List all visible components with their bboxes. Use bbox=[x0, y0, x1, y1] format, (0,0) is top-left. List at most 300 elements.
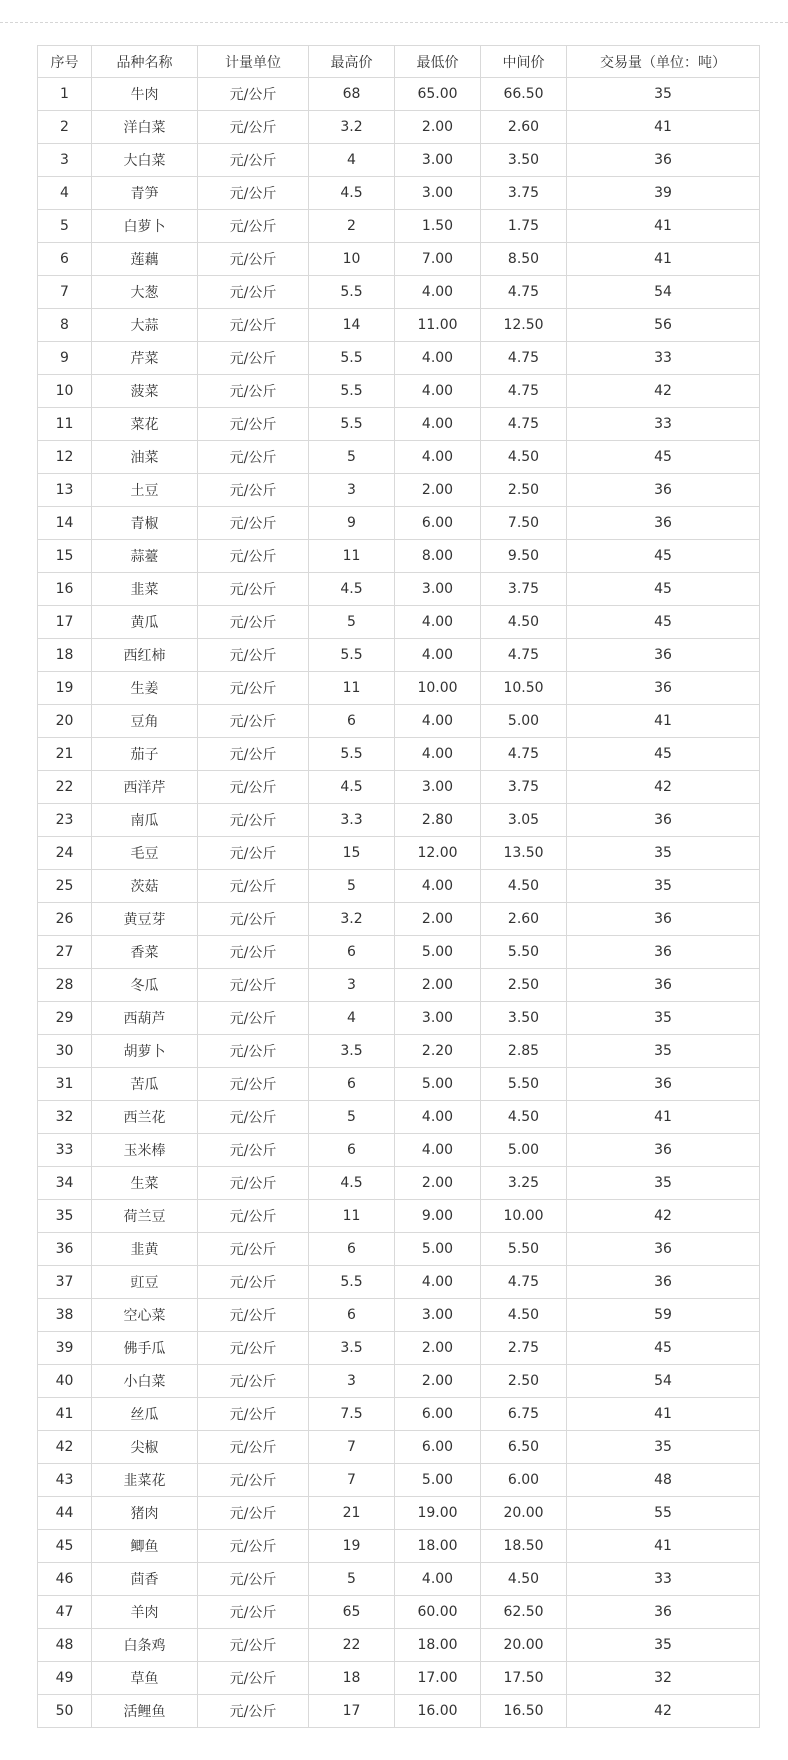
cell-index: 14 bbox=[38, 507, 92, 540]
cell-variety-name: 油菜 bbox=[92, 441, 198, 474]
cell-min-price: 2.00 bbox=[395, 1332, 481, 1365]
cell-index: 29 bbox=[38, 1002, 92, 1035]
cell-index: 18 bbox=[38, 639, 92, 672]
cell-mid-price: 4.50 bbox=[481, 441, 567, 474]
cell-unit: 元/公斤 bbox=[198, 804, 309, 837]
cell-min-price: 9.00 bbox=[395, 1200, 481, 1233]
cell-min-price: 3.00 bbox=[395, 1299, 481, 1332]
cell-unit: 元/公斤 bbox=[198, 936, 309, 969]
cell-variety-name: 西洋芹 bbox=[92, 771, 198, 804]
cell-min-price: 18.00 bbox=[395, 1629, 481, 1662]
table-row bbox=[38, 1101, 760, 1134]
cell-volume: 41 bbox=[567, 1101, 760, 1134]
cell-variety-name: 茄子 bbox=[92, 738, 198, 771]
cell-index: 25 bbox=[38, 870, 92, 903]
cell-min-price: 4.00 bbox=[395, 276, 481, 309]
cell-variety-name: 西兰花 bbox=[92, 1101, 198, 1134]
cell-index: 34 bbox=[38, 1167, 92, 1200]
cell-mid-price: 66.50 bbox=[481, 78, 567, 111]
cell-max-price: 3.5 bbox=[309, 1332, 395, 1365]
cell-max-price: 3 bbox=[309, 1365, 395, 1398]
cell-mid-price: 4.50 bbox=[481, 870, 567, 903]
cell-max-price: 4 bbox=[309, 1002, 395, 1035]
cell-index: 9 bbox=[38, 342, 92, 375]
cell-variety-name: 香菜 bbox=[92, 936, 198, 969]
table-row bbox=[38, 177, 760, 210]
cell-mid-price: 2.85 bbox=[481, 1035, 567, 1068]
cell-mid-price: 10.50 bbox=[481, 672, 567, 705]
cell-variety-name: 大蒜 bbox=[92, 309, 198, 342]
cell-variety-name: 白萝卜 bbox=[92, 210, 198, 243]
header-variety-name: 品种名称 bbox=[92, 46, 198, 78]
cell-volume: 36 bbox=[567, 969, 760, 1002]
cell-volume: 35 bbox=[567, 1035, 760, 1068]
table-row bbox=[38, 771, 760, 804]
cell-unit: 元/公斤 bbox=[198, 738, 309, 771]
cell-max-price: 4.5 bbox=[309, 177, 395, 210]
cell-unit: 元/公斤 bbox=[198, 441, 309, 474]
cell-index: 50 bbox=[38, 1695, 92, 1728]
cell-variety-name: 黄豆芽 bbox=[92, 903, 198, 936]
cell-index: 20 bbox=[38, 705, 92, 738]
cell-volume: 36 bbox=[567, 1266, 760, 1299]
table-row bbox=[38, 1200, 760, 1233]
cell-min-price: 12.00 bbox=[395, 837, 481, 870]
cell-min-price: 5.00 bbox=[395, 1233, 481, 1266]
cell-index: 39 bbox=[38, 1332, 92, 1365]
cell-unit: 元/公斤 bbox=[198, 342, 309, 375]
cell-min-price: 4.00 bbox=[395, 441, 481, 474]
cell-mid-price: 13.50 bbox=[481, 837, 567, 870]
cell-index: 7 bbox=[38, 276, 92, 309]
cell-index: 37 bbox=[38, 1266, 92, 1299]
cell-volume: 55 bbox=[567, 1497, 760, 1530]
cell-min-price: 2.20 bbox=[395, 1035, 481, 1068]
cell-index: 10 bbox=[38, 375, 92, 408]
cell-volume: 45 bbox=[567, 540, 760, 573]
cell-variety-name: 菠菜 bbox=[92, 375, 198, 408]
cell-min-price: 4.00 bbox=[395, 705, 481, 738]
table-row bbox=[38, 639, 760, 672]
table-row bbox=[38, 1332, 760, 1365]
cell-mid-price: 5.50 bbox=[481, 1068, 567, 1101]
cell-variety-name: 小白菜 bbox=[92, 1365, 198, 1398]
cell-variety-name: 羊肉 bbox=[92, 1596, 198, 1629]
cell-volume: 59 bbox=[567, 1299, 760, 1332]
cell-min-price: 6.00 bbox=[395, 1398, 481, 1431]
cell-min-price: 4.00 bbox=[395, 870, 481, 903]
cell-mid-price: 3.25 bbox=[481, 1167, 567, 1200]
cell-index: 19 bbox=[38, 672, 92, 705]
cell-max-price: 5 bbox=[309, 441, 395, 474]
header-min-price: 最低价 bbox=[395, 46, 481, 78]
cell-volume: 41 bbox=[567, 210, 760, 243]
cell-index: 44 bbox=[38, 1497, 92, 1530]
cell-max-price: 22 bbox=[309, 1629, 395, 1662]
cell-variety-name: 西葫芦 bbox=[92, 1002, 198, 1035]
cell-volume: 36 bbox=[567, 1596, 760, 1629]
cell-index: 15 bbox=[38, 540, 92, 573]
cell-volume: 42 bbox=[567, 1200, 760, 1233]
cell-volume: 54 bbox=[567, 1365, 760, 1398]
cell-unit: 元/公斤 bbox=[198, 1035, 309, 1068]
cell-max-price: 14 bbox=[309, 309, 395, 342]
cell-mid-price: 16.50 bbox=[481, 1695, 567, 1728]
cell-index: 33 bbox=[38, 1134, 92, 1167]
cell-unit: 元/公斤 bbox=[198, 903, 309, 936]
cell-mid-price: 3.75 bbox=[481, 573, 567, 606]
cell-max-price: 3 bbox=[309, 474, 395, 507]
cell-mid-price: 3.50 bbox=[481, 144, 567, 177]
cell-variety-name: 莲藕 bbox=[92, 243, 198, 276]
cell-mid-price: 3.50 bbox=[481, 1002, 567, 1035]
cell-volume: 36 bbox=[567, 1134, 760, 1167]
cell-max-price: 5 bbox=[309, 1101, 395, 1134]
cell-unit: 元/公斤 bbox=[198, 243, 309, 276]
cell-unit: 元/公斤 bbox=[198, 969, 309, 1002]
cell-max-price: 11 bbox=[309, 540, 395, 573]
cell-variety-name: 蒜薹 bbox=[92, 540, 198, 573]
table-row bbox=[38, 705, 760, 738]
cell-unit: 元/公斤 bbox=[198, 1629, 309, 1662]
table-row bbox=[38, 738, 760, 771]
table-row bbox=[38, 1629, 760, 1662]
cell-max-price: 18 bbox=[309, 1662, 395, 1695]
cell-variety-name: 丝瓜 bbox=[92, 1398, 198, 1431]
cell-min-price: 4.00 bbox=[395, 342, 481, 375]
cell-volume: 33 bbox=[567, 408, 760, 441]
cell-max-price: 3 bbox=[309, 969, 395, 1002]
table-row bbox=[38, 1134, 760, 1167]
cell-unit: 元/公斤 bbox=[198, 1332, 309, 1365]
cell-unit: 元/公斤 bbox=[198, 1299, 309, 1332]
cell-volume: 41 bbox=[567, 705, 760, 738]
cell-mid-price: 4.75 bbox=[481, 738, 567, 771]
cell-min-price: 60.00 bbox=[395, 1596, 481, 1629]
cell-mid-price: 4.75 bbox=[481, 342, 567, 375]
cell-volume: 45 bbox=[567, 1332, 760, 1365]
cell-volume: 35 bbox=[567, 1167, 760, 1200]
cell-variety-name: 草鱼 bbox=[92, 1662, 198, 1695]
cell-mid-price: 4.75 bbox=[481, 408, 567, 441]
cell-index: 22 bbox=[38, 771, 92, 804]
cell-variety-name: 韭菜 bbox=[92, 573, 198, 606]
cell-unit: 元/公斤 bbox=[198, 1101, 309, 1134]
cell-variety-name: 豇豆 bbox=[92, 1266, 198, 1299]
table-row bbox=[38, 111, 760, 144]
cell-unit: 元/公斤 bbox=[198, 1464, 309, 1497]
cell-unit: 元/公斤 bbox=[198, 210, 309, 243]
cell-index: 1 bbox=[38, 78, 92, 111]
cell-index: 8 bbox=[38, 309, 92, 342]
cell-index: 4 bbox=[38, 177, 92, 210]
cell-mid-price: 2.50 bbox=[481, 969, 567, 1002]
cell-index: 11 bbox=[38, 408, 92, 441]
cell-variety-name: 黄瓜 bbox=[92, 606, 198, 639]
cell-unit: 元/公斤 bbox=[198, 672, 309, 705]
cell-unit: 元/公斤 bbox=[198, 1233, 309, 1266]
cell-unit: 元/公斤 bbox=[198, 111, 309, 144]
cell-volume: 35 bbox=[567, 1629, 760, 1662]
cell-index: 27 bbox=[38, 936, 92, 969]
cell-max-price: 21 bbox=[309, 1497, 395, 1530]
cell-mid-price: 6.50 bbox=[481, 1431, 567, 1464]
cell-max-price: 6 bbox=[309, 1299, 395, 1332]
cell-variety-name: 菜花 bbox=[92, 408, 198, 441]
cell-max-price: 5.5 bbox=[309, 276, 395, 309]
cell-mid-price: 2.75 bbox=[481, 1332, 567, 1365]
cell-max-price: 68 bbox=[309, 78, 395, 111]
cell-unit: 元/公斤 bbox=[198, 705, 309, 738]
cell-unit: 元/公斤 bbox=[198, 1200, 309, 1233]
cell-unit: 元/公斤 bbox=[198, 1497, 309, 1530]
table-row bbox=[38, 507, 760, 540]
table-row bbox=[38, 1662, 760, 1695]
cell-volume: 35 bbox=[567, 837, 760, 870]
cell-index: 30 bbox=[38, 1035, 92, 1068]
cell-max-price: 4.5 bbox=[309, 1167, 395, 1200]
cell-volume: 36 bbox=[567, 144, 760, 177]
table-row bbox=[38, 1530, 760, 1563]
table-row bbox=[38, 1497, 760, 1530]
cell-variety-name: 生菜 bbox=[92, 1167, 198, 1200]
cell-max-price: 5.5 bbox=[309, 342, 395, 375]
cell-variety-name: 西红柿 bbox=[92, 639, 198, 672]
table-row bbox=[38, 936, 760, 969]
cell-variety-name: 生姜 bbox=[92, 672, 198, 705]
cell-min-price: 4.00 bbox=[395, 375, 481, 408]
cell-mid-price: 3.75 bbox=[481, 771, 567, 804]
cell-max-price: 4.5 bbox=[309, 573, 395, 606]
cell-max-price: 15 bbox=[309, 837, 395, 870]
table-row bbox=[38, 375, 760, 408]
cell-min-price: 4.00 bbox=[395, 408, 481, 441]
cell-mid-price: 2.60 bbox=[481, 111, 567, 144]
table-row bbox=[38, 1464, 760, 1497]
cell-volume: 36 bbox=[567, 804, 760, 837]
cell-min-price: 4.00 bbox=[395, 1266, 481, 1299]
cell-mid-price: 3.75 bbox=[481, 177, 567, 210]
table-row bbox=[38, 144, 760, 177]
table-row bbox=[38, 573, 760, 606]
cell-volume: 48 bbox=[567, 1464, 760, 1497]
cell-volume: 33 bbox=[567, 1563, 760, 1596]
cell-max-price: 3.3 bbox=[309, 804, 395, 837]
cell-unit: 元/公斤 bbox=[198, 78, 309, 111]
cell-min-price: 19.00 bbox=[395, 1497, 481, 1530]
table-row bbox=[38, 1365, 760, 1398]
cell-max-price: 9 bbox=[309, 507, 395, 540]
table-row bbox=[38, 804, 760, 837]
cell-min-price: 4.00 bbox=[395, 738, 481, 771]
cell-variety-name: 胡萝卜 bbox=[92, 1035, 198, 1068]
table-row bbox=[38, 1266, 760, 1299]
cell-unit: 元/公斤 bbox=[198, 1002, 309, 1035]
cell-volume: 33 bbox=[567, 342, 760, 375]
table-row bbox=[38, 870, 760, 903]
cell-index: 38 bbox=[38, 1299, 92, 1332]
cell-mid-price: 4.50 bbox=[481, 1563, 567, 1596]
cell-variety-name: 冬瓜 bbox=[92, 969, 198, 1002]
cell-unit: 元/公斤 bbox=[198, 1134, 309, 1167]
cell-min-price: 2.00 bbox=[395, 1365, 481, 1398]
cell-mid-price: 6.75 bbox=[481, 1398, 567, 1431]
cell-variety-name: 牛肉 bbox=[92, 78, 198, 111]
cell-mid-price: 62.50 bbox=[481, 1596, 567, 1629]
table-row bbox=[38, 210, 760, 243]
cell-min-price: 8.00 bbox=[395, 540, 481, 573]
cell-volume: 36 bbox=[567, 507, 760, 540]
cell-volume: 36 bbox=[567, 639, 760, 672]
cell-min-price: 2.00 bbox=[395, 1167, 481, 1200]
cell-max-price: 65 bbox=[309, 1596, 395, 1629]
cell-index: 21 bbox=[38, 738, 92, 771]
cell-index: 31 bbox=[38, 1068, 92, 1101]
cell-index: 23 bbox=[38, 804, 92, 837]
cell-mid-price: 5.00 bbox=[481, 1134, 567, 1167]
cell-max-price: 6 bbox=[309, 1233, 395, 1266]
cell-variety-name: 南瓜 bbox=[92, 804, 198, 837]
cell-max-price: 5 bbox=[309, 1563, 395, 1596]
cell-unit: 元/公斤 bbox=[198, 309, 309, 342]
cell-index: 42 bbox=[38, 1431, 92, 1464]
cell-mid-price: 17.50 bbox=[481, 1662, 567, 1695]
cell-unit: 元/公斤 bbox=[198, 1167, 309, 1200]
table-row bbox=[38, 408, 760, 441]
cell-index: 13 bbox=[38, 474, 92, 507]
cell-unit: 元/公斤 bbox=[198, 144, 309, 177]
table-row bbox=[38, 276, 760, 309]
cell-variety-name: 大白菜 bbox=[92, 144, 198, 177]
cell-min-price: 17.00 bbox=[395, 1662, 481, 1695]
cell-min-price: 6.00 bbox=[395, 1431, 481, 1464]
cell-variety-name: 青椒 bbox=[92, 507, 198, 540]
cell-volume: 42 bbox=[567, 771, 760, 804]
cell-index: 24 bbox=[38, 837, 92, 870]
cell-volume: 54 bbox=[567, 276, 760, 309]
table-row bbox=[38, 474, 760, 507]
cell-variety-name: 荷兰豆 bbox=[92, 1200, 198, 1233]
cell-volume: 45 bbox=[567, 738, 760, 771]
cell-mid-price: 5.50 bbox=[481, 1233, 567, 1266]
cell-min-price: 4.00 bbox=[395, 1134, 481, 1167]
cell-variety-name: 空心菜 bbox=[92, 1299, 198, 1332]
cell-max-price: 3.5 bbox=[309, 1035, 395, 1068]
cell-unit: 元/公斤 bbox=[198, 1530, 309, 1563]
cell-index: 41 bbox=[38, 1398, 92, 1431]
cell-unit: 元/公斤 bbox=[198, 474, 309, 507]
table-row bbox=[38, 1398, 760, 1431]
cell-unit: 元/公斤 bbox=[198, 1068, 309, 1101]
cell-max-price: 7 bbox=[309, 1464, 395, 1497]
cell-volume: 35 bbox=[567, 78, 760, 111]
cell-min-price: 2.80 bbox=[395, 804, 481, 837]
cell-max-price: 5 bbox=[309, 606, 395, 639]
cell-variety-name: 韭菜花 bbox=[92, 1464, 198, 1497]
cell-min-price: 5.00 bbox=[395, 1068, 481, 1101]
cell-volume: 56 bbox=[567, 309, 760, 342]
cell-volume: 45 bbox=[567, 573, 760, 606]
cell-mid-price: 2.50 bbox=[481, 474, 567, 507]
cell-max-price: 10 bbox=[309, 243, 395, 276]
cell-mid-price: 6.00 bbox=[481, 1464, 567, 1497]
cell-index: 6 bbox=[38, 243, 92, 276]
cell-min-price: 2.00 bbox=[395, 969, 481, 1002]
cell-mid-price: 4.75 bbox=[481, 276, 567, 309]
cell-min-price: 4.00 bbox=[395, 639, 481, 672]
cell-variety-name: 猪肉 bbox=[92, 1497, 198, 1530]
header-mid-price: 中间价 bbox=[481, 46, 567, 78]
cell-mid-price: 4.50 bbox=[481, 1101, 567, 1134]
cell-variety-name: 豆角 bbox=[92, 705, 198, 738]
cell-index: 5 bbox=[38, 210, 92, 243]
cell-min-price: 1.50 bbox=[395, 210, 481, 243]
cell-mid-price: 18.50 bbox=[481, 1530, 567, 1563]
cell-max-price: 17 bbox=[309, 1695, 395, 1728]
table-row bbox=[38, 441, 760, 474]
cell-unit: 元/公斤 bbox=[198, 870, 309, 903]
cell-variety-name: 毛豆 bbox=[92, 837, 198, 870]
table-row bbox=[38, 837, 760, 870]
cell-mid-price: 20.00 bbox=[481, 1497, 567, 1530]
cell-variety-name: 青笋 bbox=[92, 177, 198, 210]
table-row bbox=[38, 1035, 760, 1068]
cell-min-price: 3.00 bbox=[395, 144, 481, 177]
cell-index: 28 bbox=[38, 969, 92, 1002]
cell-variety-name: 鲫鱼 bbox=[92, 1530, 198, 1563]
cell-volume: 36 bbox=[567, 936, 760, 969]
cell-variety-name: 大葱 bbox=[92, 276, 198, 309]
cell-unit: 元/公斤 bbox=[198, 1398, 309, 1431]
cell-index: 40 bbox=[38, 1365, 92, 1398]
cell-max-price: 6 bbox=[309, 1068, 395, 1101]
table-row bbox=[38, 672, 760, 705]
cell-mid-price: 10.00 bbox=[481, 1200, 567, 1233]
cell-variety-name: 芹菜 bbox=[92, 342, 198, 375]
cell-variety-name: 活鲤鱼 bbox=[92, 1695, 198, 1728]
cell-index: 36 bbox=[38, 1233, 92, 1266]
cell-max-price: 11 bbox=[309, 672, 395, 705]
cell-mid-price: 4.50 bbox=[481, 1299, 567, 1332]
cell-mid-price: 2.50 bbox=[481, 1365, 567, 1398]
cell-min-price: 11.00 bbox=[395, 309, 481, 342]
table-row bbox=[38, 1695, 760, 1728]
table-row bbox=[38, 1299, 760, 1332]
header-max-price: 最高价 bbox=[309, 46, 395, 78]
table-body bbox=[38, 78, 760, 1728]
cell-min-price: 3.00 bbox=[395, 1002, 481, 1035]
cell-index: 26 bbox=[38, 903, 92, 936]
cell-min-price: 5.00 bbox=[395, 936, 481, 969]
cell-volume: 42 bbox=[567, 1695, 760, 1728]
cell-volume: 36 bbox=[567, 1233, 760, 1266]
cell-variety-name: 茨菇 bbox=[92, 870, 198, 903]
cell-min-price: 3.00 bbox=[395, 177, 481, 210]
cell-index: 49 bbox=[38, 1662, 92, 1695]
cell-mid-price: 2.60 bbox=[481, 903, 567, 936]
table-row bbox=[38, 606, 760, 639]
table-row bbox=[38, 309, 760, 342]
cell-volume: 36 bbox=[567, 903, 760, 936]
table-row bbox=[38, 1563, 760, 1596]
table-row bbox=[38, 78, 760, 111]
cell-variety-name: 洋白菜 bbox=[92, 111, 198, 144]
cell-min-price: 4.00 bbox=[395, 1563, 481, 1596]
cell-unit: 元/公斤 bbox=[198, 540, 309, 573]
top-dashed-divider bbox=[0, 22, 788, 23]
cell-volume: 35 bbox=[567, 1002, 760, 1035]
table-header bbox=[38, 46, 760, 78]
